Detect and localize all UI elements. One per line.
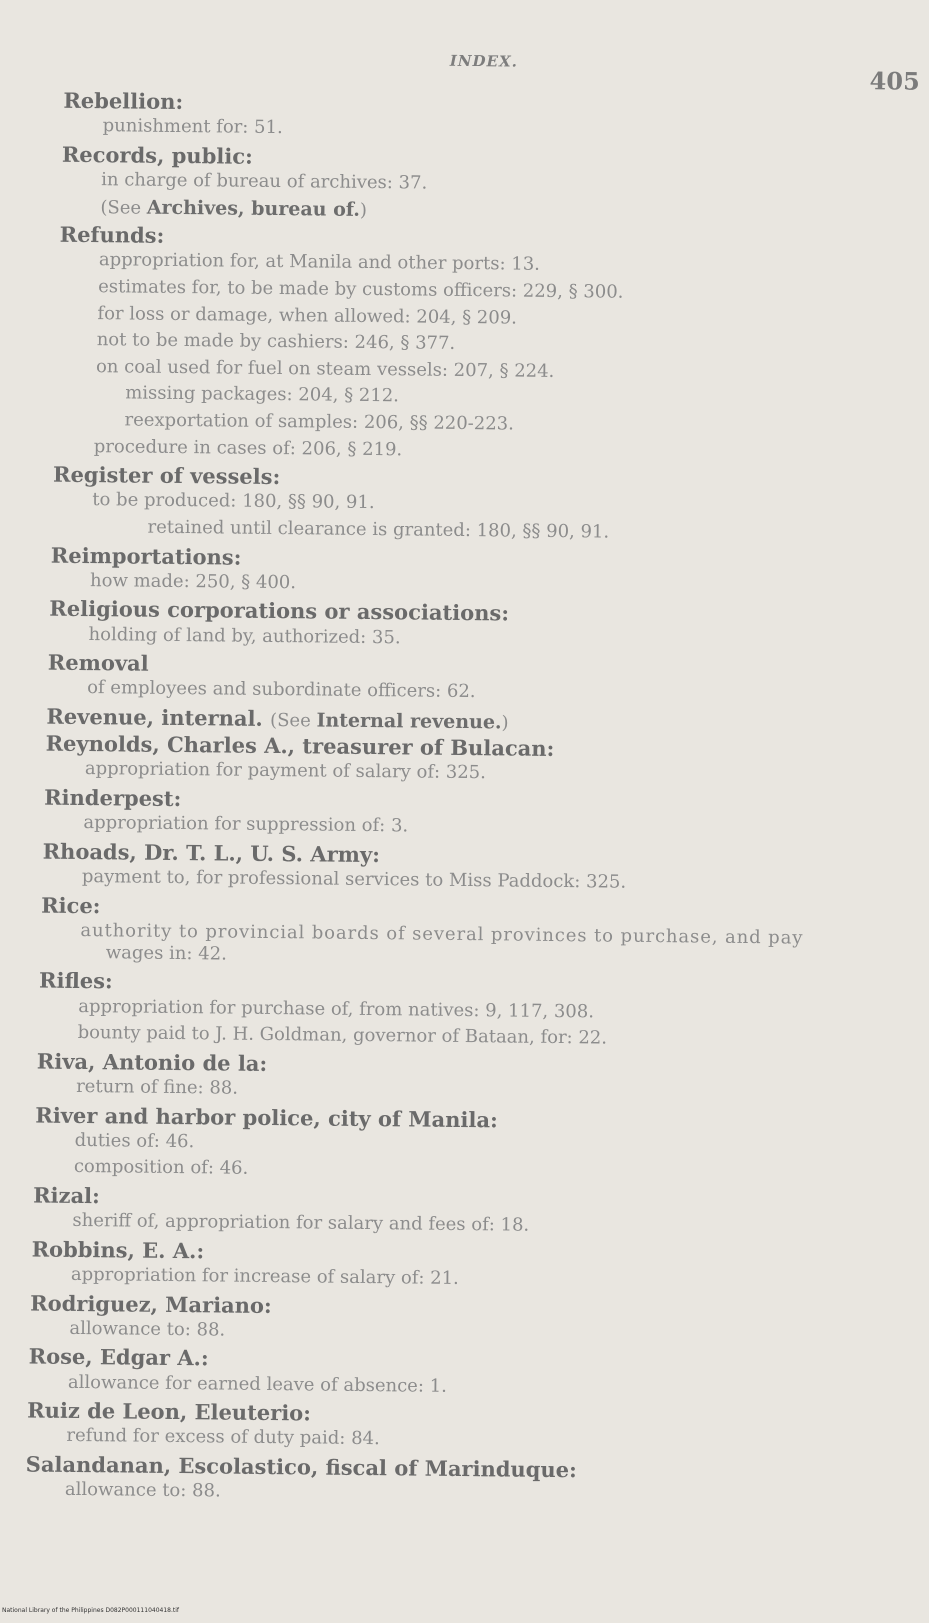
index-heading: Removal [47, 649, 149, 676]
index-subentry: authority to provincial boards of several provinces to purchase, and pay [80, 919, 804, 949]
see-target: Internal revenue. [316, 709, 502, 734]
cross-reference [100, 196, 367, 221]
index-subentry: retained until clearance is granted: 180, §§ 90, 91. [147, 516, 610, 543]
see-prefix: (See [270, 709, 317, 732]
index-entries [25, 87, 908, 1502]
index-heading: Religious corporations or associations: [49, 596, 510, 626]
index-subentry: appropriation for payment of salary of: 325. [84, 758, 487, 784]
index-subentry: on coal used for fuel on steam vessels: 207, § 224. [95, 355, 555, 382]
index-heading: Salandanan, Escolastico, fiscal of Marinduque: [25, 1451, 577, 1483]
index-subentry: payment to, for professional services to Miss Paddock: 325. [81, 865, 627, 893]
see-suffix: ) [501, 712, 509, 734]
index-subentry: how made: 250, § 400. [89, 569, 297, 594]
index-heading: Reimportations: [50, 542, 242, 570]
see-target: Archives, bureau of. [146, 196, 361, 221]
index-heading: Rizal: [33, 1182, 100, 1209]
index-heading: Rice: [41, 892, 101, 918]
index-subentry: sheriff of, appropriation for salary and fees of: 18. [72, 1210, 530, 1236]
index-heading [46, 704, 509, 734]
index-subentry: procedure in cases of: 206, § 219. [93, 435, 403, 460]
index-subentry-continuation: wages in: 42. [105, 942, 227, 965]
page-number: 405 [869, 66, 920, 96]
index-subentry: punishment for: 51. [102, 115, 283, 139]
index-subentry: refund for excess of duty paid: 84. [66, 1425, 380, 1450]
index-heading: Rodriguez, Mariano: [30, 1290, 272, 1318]
index-subentry: appropriation for, at Manila and other ports: 13. [98, 249, 541, 276]
index-subentry: holding of land by, authorized: 35. [88, 623, 401, 648]
see-suffix: ) [359, 199, 368, 221]
index-subentry: to be produced: 180, §§ 90, 91. [92, 489, 375, 514]
index-heading: Robbins, E. A.: [31, 1236, 205, 1264]
index-subentry: for loss or damage, when allowed: 204, § 209. [97, 302, 518, 329]
scan-credit: National Library of the Philippines D082P000111040418.tif [2, 1607, 180, 1614]
index-subentry: allowance for earned leave of absence: 1. [67, 1371, 447, 1397]
index-subentry: allowance to: 88. [69, 1317, 226, 1341]
index-heading: Riva, Antonio de la: [36, 1048, 268, 1076]
index-heading: Rinderpest: [44, 784, 182, 812]
index-subentry: composition of: 46. [73, 1156, 249, 1180]
see-prefix: (See [100, 196, 147, 219]
index-subentry: in charge of bureau of archives: 37. [101, 169, 428, 194]
index-heading: Rifles: [38, 967, 113, 994]
index-subentry: appropriation for suppression of: 3. [83, 812, 409, 837]
heading-text: Revenue, internal. [46, 703, 263, 731]
running-head: INDEX. [449, 51, 518, 71]
index-heading: Register of vessels: [52, 461, 281, 490]
index-subentry: reexportation of samples: 206, §§ 220-223. [124, 409, 515, 435]
index-heading: Refunds: [59, 221, 165, 249]
index-heading: Records, public: [61, 141, 253, 169]
index-heading: Rhoads, Dr. T. L., U. S. Army: [42, 838, 381, 867]
index-heading: River and harbor police, city of Manila: [35, 1102, 498, 1132]
index-subentry: appropriation for increase of salary of: 21. [70, 1263, 459, 1289]
index-subentry: allowance to: 88. [64, 1479, 221, 1502]
index-subentry: missing packages: 204, § 212. [125, 382, 400, 407]
index-heading: Reynolds, Charles A., treasurer of Bulacan: [45, 730, 555, 762]
index-heading: Rose, Edgar A.: [28, 1343, 209, 1371]
index-subentry: of employees and subordinate officers: 62. [87, 677, 476, 703]
index-subentry: estimates for, to be made by customs officers: 229, § 300. [98, 276, 624, 303]
index-subentry: not to be made by cashiers: 246, § 377. [96, 329, 456, 355]
index-heading: Rebellion: [63, 87, 184, 115]
index-heading: Ruiz de Leon, Eleuterio: [27, 1397, 312, 1426]
index-subentry: return of fine: 88. [76, 1075, 239, 1099]
index-subentry: bounty paid to J. H. Goldman, governor of Bataan, for: 22. [77, 1022, 608, 1049]
index-subentry: appropriation for purchase of, from natives: 9, 117, 308. [78, 995, 595, 1022]
index-subentry: duties of: 46. [74, 1129, 195, 1152]
